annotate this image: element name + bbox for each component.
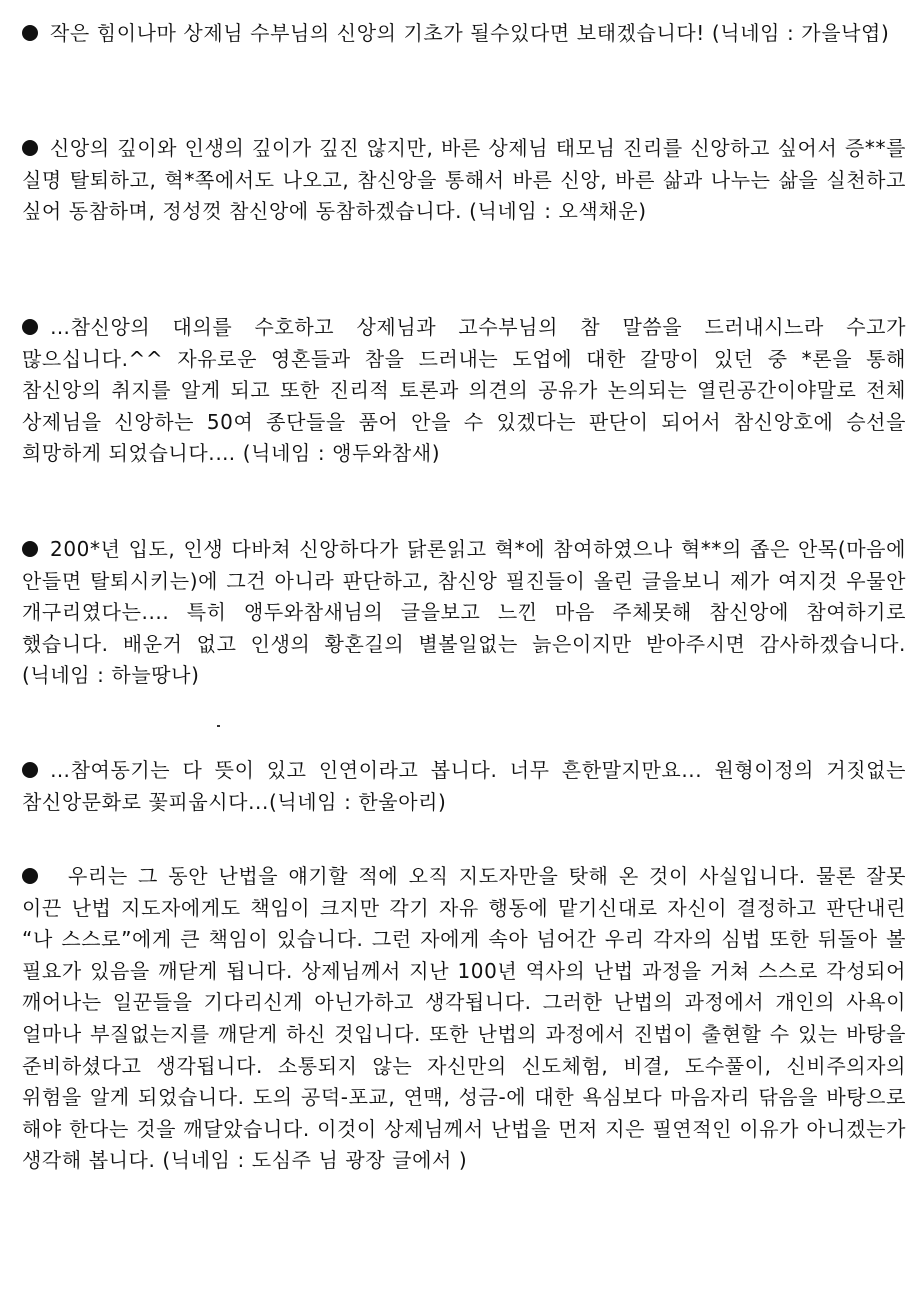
entry-text: 작은 힘이나마 상제님 수부님의 신앙의 기초가 될수있다면 보태겠습니다! (닉네임 : 가을낙엽) (50, 21, 890, 45)
entry-text: 200*년 입도, 인생 다바쳐 신앙하다가 닭론읽고 혁*에 참여하였으나 혁**의 좁은 안목(마음에 안들면 탈퇴시키는)에 그건 아니라 판단하고, 참신앙 필진들이 올린 글을보니 제가 여지것 우물안 개구리였다는.... 특히 앵두와참새님의 글을보고 느낀 마음 주체못해 참신앙에 참여하기로 했습니다. 배운거 없고 인생의 황혼길의 별볼일없는 늙은이지만 받아주시면 감사하겠습니다. (닉네임 : 하늘땅나) (22, 537, 906, 688)
entry-paragraph (22, 312, 906, 470)
bullet-icon (22, 319, 38, 335)
entry-text: …참신앙의 대의를 수호하고 상제님과 고수부님의 참 말씀을 드러내시느라 수고가 많으십니다.^^ 자유로운 영혼들과 참을 드러내는 도업에 대한 갈망이 있던 중 *론을 통해 참신앙의 취지를 알게 되고 또한 진리적 토론과 의견의 공유가 논의되는 열린공간이야말로 전체 상제님을 신앙하는 50여 종단들을 품어 안을 수 있겠다는 판단이 되어서 참신앙호에 승선을 희망하게 되었습니다.… (닉네임 : 앵두와참새) (22, 315, 906, 466)
bullet-icon (22, 140, 38, 156)
entry-paragraph (22, 861, 906, 1177)
entry-paragraph (22, 755, 906, 818)
bullet-icon (22, 868, 38, 884)
entry-text: 우리는 그 동안 난법을 얘기할 적에 오직 지도자만을 탓해 온 것이 사실입니다. 물론 잘못 이끈 난법 지도자에게도 책임이 크지만 각기 자유 행동에 맡기신대로 자신이 결정하고 판단내린 “나 스스로”에게 큰 책임이 있습니다. 그런 자에게 속아 넘어간 우리 각자의 심법 또한 뒤돌아 볼 필요가 있음을 깨닫게 됩니다. 상제님께서 지난 100년 역사의 난법 과정을 거쳐 스스로 각성되어 깨어나는 일꾼들을 기다리신게 아닌가하고 생각됩니다. 그러한 난법의 과정에서 개인의 사욕이 얼마나 부질없는지를 깨닫게 하신 것입니다. 또한 난법의 과정에서 진법이 출현할 수 있는 바탕을 준비하셨다고 생각됩니다. 소통되지 않는 자신만의 신도체험, 비결, 도수풀이, 신비주의자의 위험을 알게 되었습니다. 도의 공덕-포교, 연맥, 성금-에 대한 욕심보다 마음자리 닦음을 바탕으로 해야 한다는 것을 깨달았습니다. 이것이 상제님께서 난법을 먼저 지은 필연적인 이유가 아니겠는가 생각해 봅니다. (닉네임 : 도심주 님 광장 글에서 ) (22, 864, 906, 1173)
bullet-icon (22, 25, 38, 41)
bullet-icon (22, 541, 38, 557)
entry-text: …참여동기는 다 뜻이 있고 인연이라고 봅니다. 너무 흔한말지만요... 원형이정의 거짓없는 참신앙문화로 꽃피웁시다...(닉네임 : 한울아리) (22, 758, 906, 814)
scan-speck (217, 725, 220, 727)
bullet-icon (22, 762, 38, 778)
entry-text: 신앙의 깊이와 인생의 깊이가 깊진 않지만, 바른 상제님 태모님 진리를 신앙하고 싶어서 증**를 실명 탈퇴하고, 혁*쪽에서도 나오고, 참신앙을 통해서 바른 신앙, 바른 삶과 나누는 삶을 실천하고 싶어 동참하며, 정성껏 참신앙에 동참하겠습니다. (닉네임 : 오색채운) (22, 136, 906, 224)
entry-paragraph (22, 534, 906, 692)
entry-paragraph (22, 133, 906, 228)
entry-paragraph (22, 18, 906, 50)
